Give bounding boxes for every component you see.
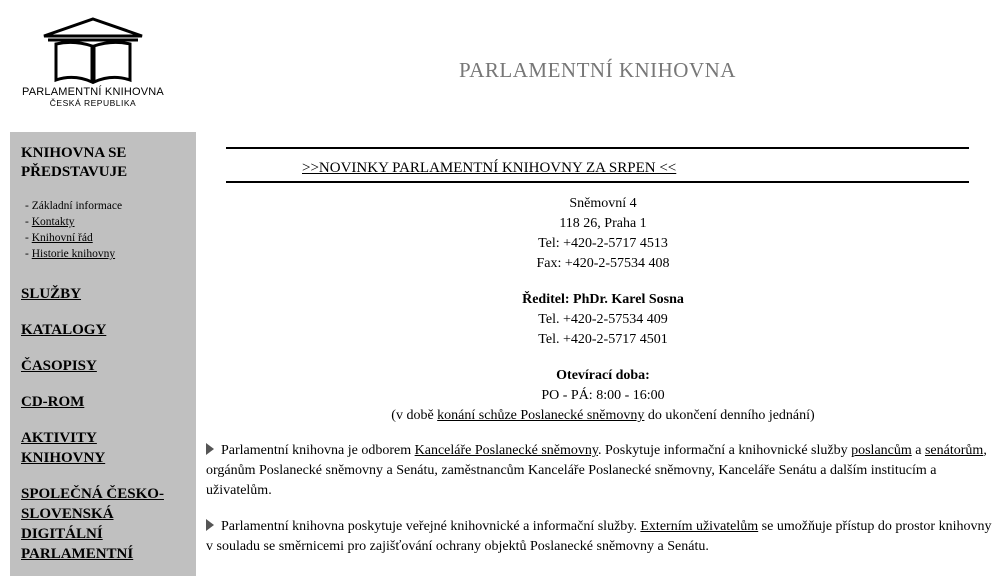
deputies-link[interactable]: poslancům [851, 443, 912, 458]
subitem-bullet: - [25, 248, 32, 260]
director-tel-2: Tel. +420-2-5717 4501 [538, 332, 668, 347]
sidebar-nav-periodicals[interactable]: ČASOPISY [21, 358, 97, 374]
external-users-link[interactable]: Externím uživatelům [640, 519, 759, 534]
sidebar-nav-digital-line-3: DIGITÁLNÍ [21, 526, 103, 542]
open-book-icon [38, 16, 148, 84]
director-label: Ředitel: PhDr. Karel Sosna [522, 292, 684, 307]
bottom-divider [226, 181, 969, 183]
para-text: , orgánům Poslanecké sněmovny a Senátu, zaměstnancům Kanceláře Poslanecké sněmovny, Kanceláře Senátu a dalším institucím a uživatelům. [206, 443, 987, 498]
sidebar-nav-catalogs[interactable]: KATALOGY [21, 322, 107, 338]
address-city: 118 26, Praha 1 [559, 216, 647, 231]
sidebar-nav-digital-line-4: PARLAMENTNÍ [21, 546, 134, 562]
sidebar-nav-activities[interactable] [21, 428, 186, 468]
info-paragraph-1 [206, 441, 996, 501]
para-text: Parlamentní knihovna je odborem [221, 443, 415, 458]
sidebar-subitem-library-rules[interactable] [25, 230, 186, 246]
sidebar-section-title-line-1: KNIHOVNA SE [21, 145, 127, 161]
address-fax: Fax: +420-2-57534 408 [536, 256, 670, 271]
sidebar-nav-activities-line-1: AKTIVITY [21, 430, 97, 446]
page-title: PARLAMENTNÍ KNIHOVNA [459, 58, 736, 82]
sidebar-submenu [25, 198, 186, 262]
sidebar-subitem-link[interactable]: Knihovní řád [31, 232, 93, 244]
para-text: se umožňuje přístup do prostor knihovny v souladu se směrnicemi pro zajišťování ochrany objektů Poslanecké sněmovny a Senátu. [206, 519, 992, 554]
para-text: a [911, 443, 925, 458]
sidebar-subitem-label[interactable]: Základní informace [31, 200, 123, 212]
logo-line-1: PARLAMENTNÍ KNIHOVNA [22, 86, 164, 98]
sidebar-nav-digital-library[interactable] [21, 484, 186, 564]
sidebar-section-title-line-2: PŘEDSTAVUJE [21, 164, 128, 180]
subitem-bullet: - [25, 216, 32, 228]
sidebar-subitem-link[interactable]: Historie knihovny [31, 248, 116, 260]
director-tel-1: Tel. +420-2-57534 409 [538, 312, 668, 327]
note-text: (v době [391, 408, 438, 423]
para-text: Parlamentní knihovna poskytuje veřejné knihovnické a informační služby. [221, 519, 641, 534]
logo-line-2: ČESKÁ REPUBLIKA [49, 98, 137, 108]
contact-block [200, 194, 1006, 426]
sidebar-section-title [21, 144, 186, 182]
sidebar-nav-digital-line-2: SLOVENSKÁ [21, 506, 114, 522]
arrow-right-icon [206, 443, 214, 455]
address-tel: Tel: +420-2-5717 4513 [538, 236, 668, 251]
address-street: Sněmovní 4 [569, 196, 637, 211]
sidebar-subitem-link[interactable]: Kontakty [31, 216, 75, 228]
sidebar-subitem-history[interactable] [25, 246, 186, 262]
session-link[interactable]: konání schůze Poslanecké sněmovny [437, 408, 645, 423]
library-logo[interactable] [18, 16, 168, 116]
senators-link[interactable]: senátorům [924, 443, 984, 458]
sidebar-nav-services[interactable]: SLUŽBY [21, 286, 82, 302]
info-paragraph-2 [206, 517, 996, 557]
sidebar [10, 132, 196, 576]
sidebar-nav-digital-line-1: SPOLEČNÁ ČESKO- [21, 486, 164, 502]
subitem-bullet: - [25, 232, 32, 244]
sidebar-nav-cdrom[interactable]: CD-ROM [21, 394, 85, 410]
sidebar-subitem-basic-info[interactable] [25, 198, 186, 214]
sidebar-subitem-contacts[interactable] [25, 214, 186, 230]
subitem-bullet: - [25, 200, 32, 212]
news-link[interactable]: >>NOVINKY PARLAMENTNÍ KNIHOVNY ZA SRPEN << [302, 160, 677, 176]
chamber-office-link[interactable]: Kanceláře Poslanecké sněmovny [414, 443, 598, 458]
opening-hours-title: Otevírací doba: [556, 368, 650, 383]
opening-hours-time: PO - PÁ: 8:00 - 16:00 [541, 388, 665, 403]
note-text: do ukončení denního jednání) [644, 408, 815, 423]
opening-hours-note [200, 406, 1006, 426]
top-divider [226, 147, 969, 149]
para-text: . Poskytuje informační a knihovnické služby [597, 443, 852, 458]
sidebar-nav-activities-line-2: KNIHOVNY [21, 450, 106, 466]
arrow-right-icon [206, 519, 214, 531]
